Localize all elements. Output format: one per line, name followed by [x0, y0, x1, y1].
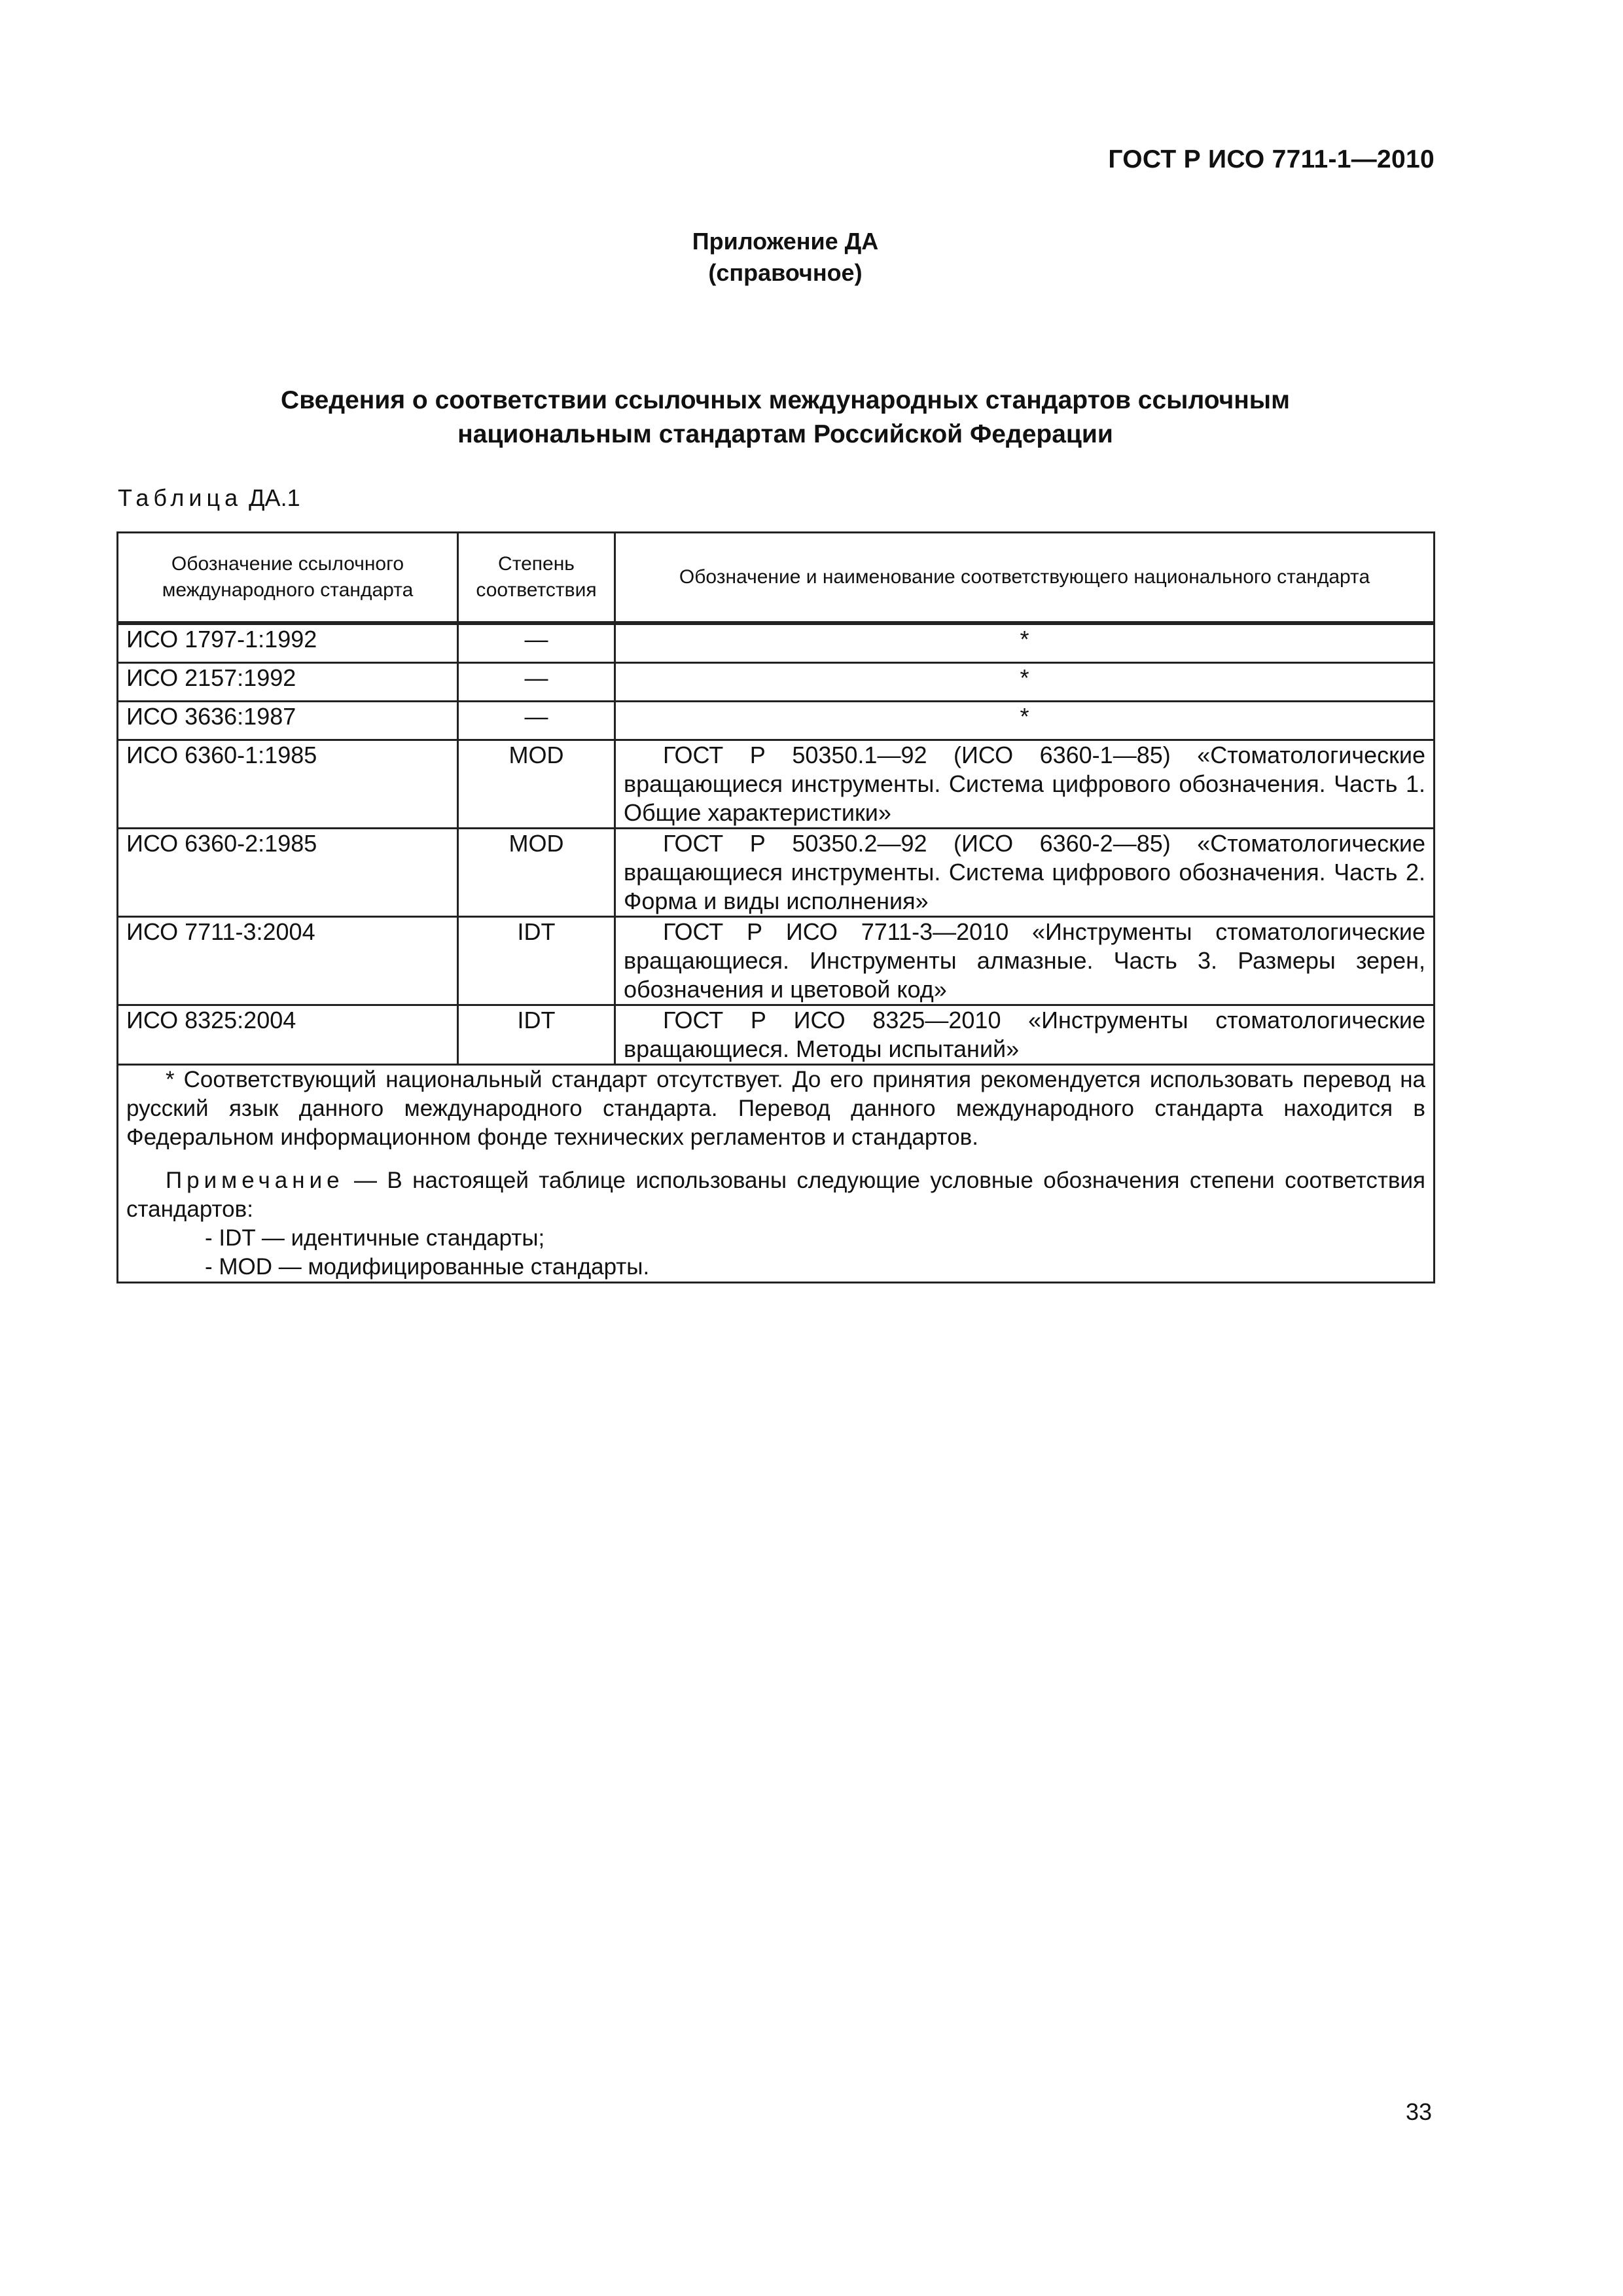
- degree-value: —: [458, 623, 615, 663]
- national-standard: *: [615, 702, 1435, 740]
- degree-value: —: [458, 702, 615, 740]
- national-standard: ГОСТ Р 50350.2—92 (ИСО 6360-2—85) «Стоматологические вращающиеся инструменты. Система цифрового обозначения. Часть 2. Форма и виды исполнения»: [615, 829, 1435, 917]
- intl-standard-code: ИСО 8325:2004: [118, 1005, 458, 1065]
- note-item: - IDT — идентичные стандарты;: [205, 1225, 545, 1251]
- section-heading-line-1: Сведения о соответствии ссылочных международных стандартов ссылочным: [281, 386, 1290, 414]
- degree-value: MOD: [458, 829, 615, 917]
- degree-value: IDT: [458, 1005, 615, 1065]
- header-degree: Степень соответствия: [458, 533, 615, 624]
- intl-standard-code: ИСО 1797-1:1992: [118, 623, 458, 663]
- table-row: [118, 917, 1435, 1005]
- note-text: — В настоящей таблице использованы следующие условные обозначения степени соответствия стандартов:: [126, 1168, 1425, 1222]
- document-code: ГОСТ Р ИСО 7711-1—2010: [1108, 145, 1435, 173]
- table-row: [118, 1005, 1435, 1065]
- degree-value: IDT: [458, 917, 615, 1005]
- note-label: Примечание: [166, 1168, 344, 1193]
- table-caption-word: Таблица: [118, 484, 243, 511]
- table-footnotes: [118, 1065, 1435, 1283]
- table-row: [118, 623, 1435, 663]
- table-caption: [118, 484, 300, 512]
- intl-standard-code: ИСО 6360-1:1985: [118, 740, 458, 829]
- table-header-row: [118, 533, 1435, 624]
- page-number: 33: [1405, 2098, 1432, 2125]
- table-row: [118, 663, 1435, 702]
- intl-standard-code: ИСО 6360-2:1985: [118, 829, 458, 917]
- table-footer-row: [118, 1065, 1435, 1283]
- national-standard: ГОСТ Р ИСО 7711-3—2010 «Инструменты стоматологические вращающиеся. Инструменты алмазные. Часть 3. Размеры зерен, обозначения и цветовой код»: [615, 917, 1435, 1005]
- national-standard: ГОСТ Р 50350.1—92 (ИСО 6360-1—85) «Стоматологические вращающиеся инструменты. Система цифрового обозначения. Часть 1. Общие характеристики»: [615, 740, 1435, 829]
- national-standard: *: [615, 663, 1435, 702]
- header-intl-standard: Обозначение ссылочного международного стандарта: [118, 533, 458, 624]
- appendix-subtitle: (справочное): [708, 259, 863, 286]
- degree-value: —: [458, 663, 615, 702]
- intl-standard-code: ИСО 7711-3:2004: [118, 917, 458, 1005]
- table-caption-id: ДА.1: [249, 484, 300, 511]
- appendix-title: Приложение ДА: [692, 228, 879, 255]
- section-heading-line-2: национальным стандартам Российской Федерации: [457, 420, 1113, 448]
- national-standard: *: [615, 623, 1435, 663]
- table-row: [118, 740, 1435, 829]
- section-heading: [157, 384, 1414, 452]
- note-item: - MOD — модифицированные стандарты.: [205, 1254, 650, 1280]
- national-standard: ГОСТ Р ИСО 8325—2010 «Инструменты стоматологические вращающиеся. Методы испытаний»: [615, 1005, 1435, 1065]
- intl-standard-code: ИСО 2157:1992: [118, 663, 458, 702]
- header-national-standard: Обозначение и наименование соответствующего национального стандарта: [615, 533, 1435, 624]
- standards-table: [116, 531, 1435, 1283]
- table-row: [118, 702, 1435, 740]
- footnote-text: * Соответствующий национальный стандарт отсутствует. До его принятия рекомендуется использовать перевод на русский язык данного международного стандарта. Перевод данного международного стандарта находится в Федеральном информационном фонде технических регламентов и стандартов.: [126, 1067, 1425, 1150]
- table-row: [118, 829, 1435, 917]
- intl-standard-code: ИСО 3636:1987: [118, 702, 458, 740]
- degree-value: MOD: [458, 740, 615, 829]
- note-paragraph: [126, 1166, 1425, 1224]
